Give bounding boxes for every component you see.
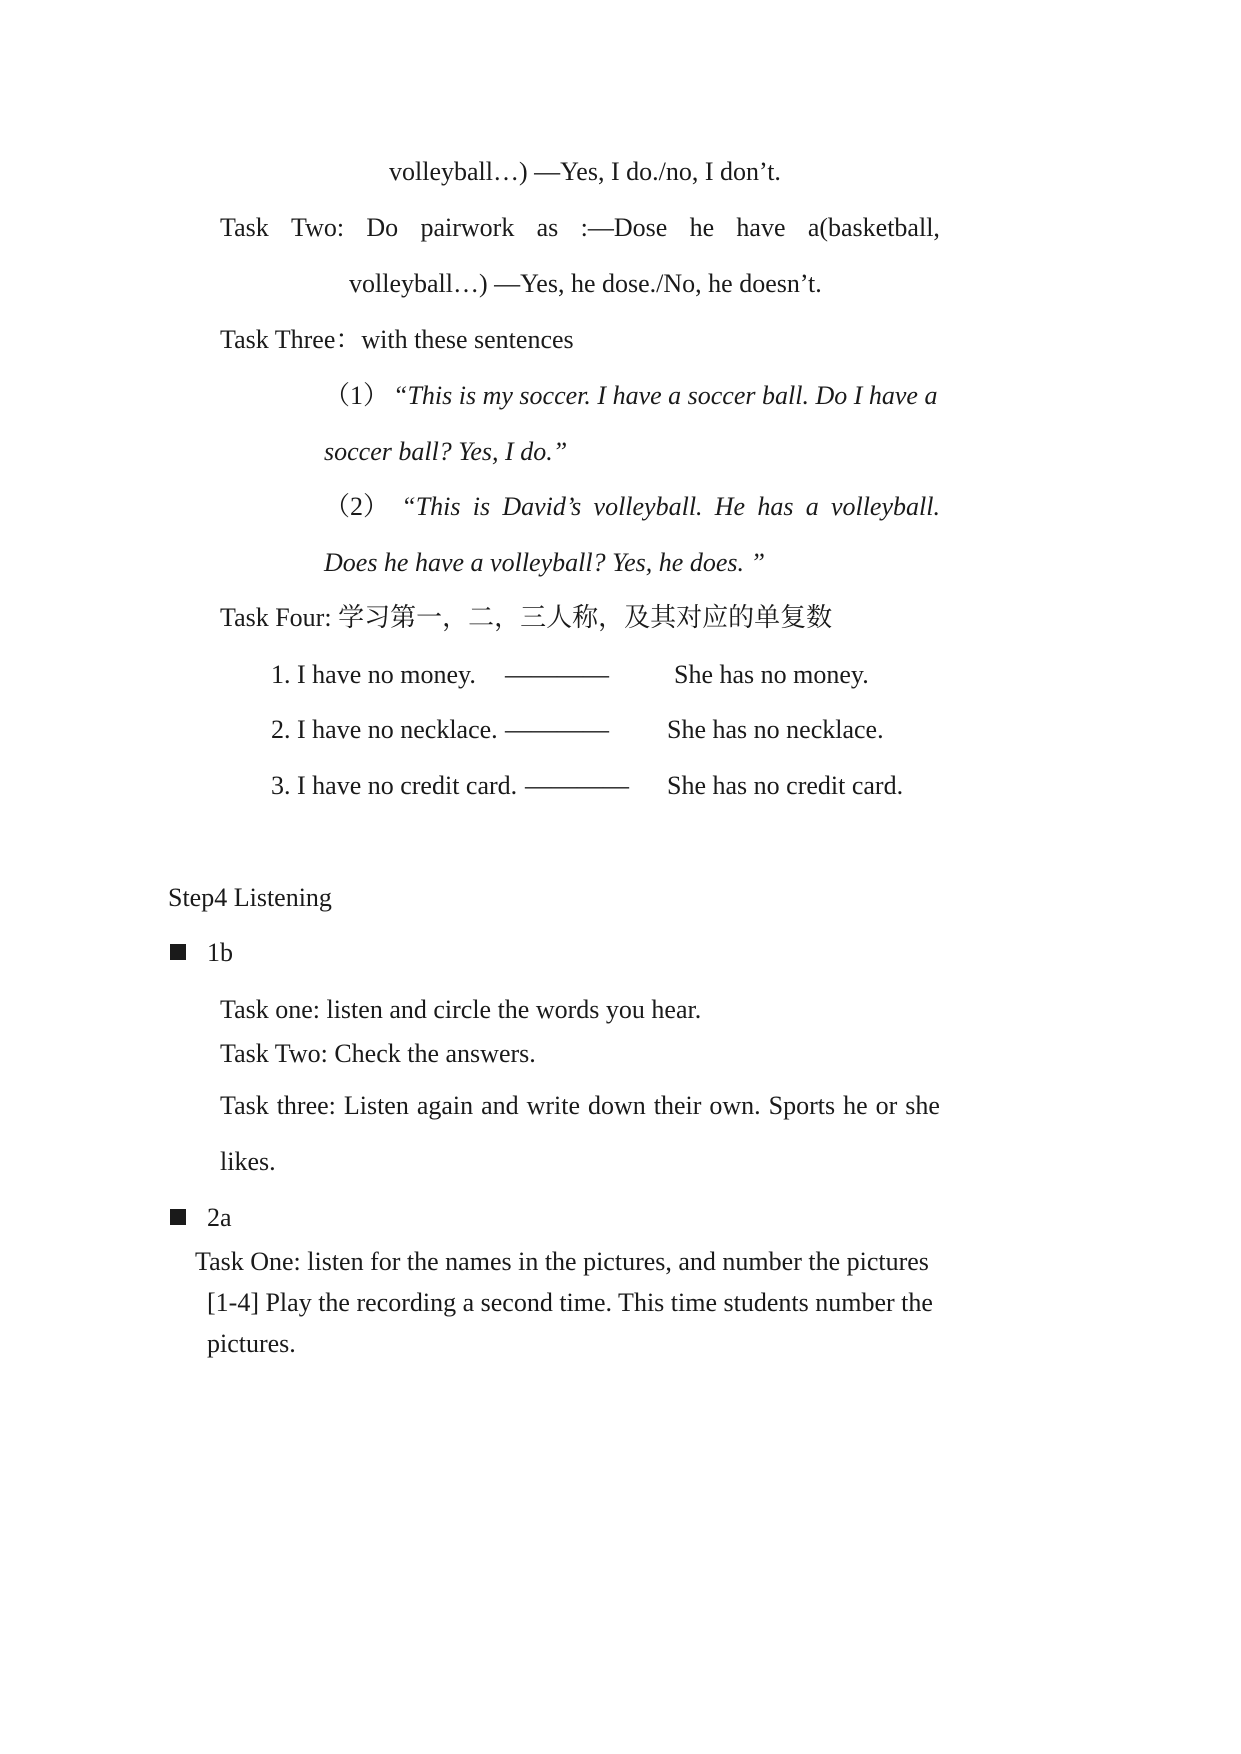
- word: a: [805, 492, 819, 521]
- sentence-2-line1: [324, 491, 940, 523]
- word: has: [757, 492, 794, 521]
- word: their: [653, 1091, 702, 1120]
- 2a-line3: pictures.: [207, 1329, 296, 1358]
- sentence-number: （2）: [324, 492, 390, 521]
- word: volleyball.: [593, 492, 703, 521]
- word: is: [472, 492, 491, 521]
- task-three-heading: Task Three：with these sentences: [220, 325, 574, 354]
- word: He: [714, 492, 746, 521]
- word: Task: [220, 213, 269, 242]
- word: Task: [220, 1091, 269, 1120]
- word: she: [905, 1091, 940, 1120]
- section-2a-label: 2a: [207, 1203, 232, 1232]
- task-one-continuation: volleyball…) —Yes, I do./no, I don’t.: [389, 157, 781, 186]
- 1b-task-three-line1: [220, 1090, 940, 1122]
- square-bullet-icon: [170, 1209, 186, 1225]
- word: :—Dose: [580, 213, 668, 242]
- word: and: [481, 1091, 519, 1120]
- word: down: [588, 1091, 646, 1120]
- 2a-line2: [1-4] Play the recording a second time. This time students number the: [207, 1288, 933, 1317]
- task-two-line1: [220, 212, 940, 244]
- word: “This: [401, 492, 461, 521]
- sentence-number: （1）: [324, 381, 390, 410]
- word: he: [689, 213, 715, 242]
- pair-3-right: She has no credit card.: [667, 771, 904, 800]
- word: Two:: [291, 213, 345, 242]
- word: Listen: [343, 1091, 409, 1120]
- 1b-task-three-line2: likes.: [220, 1147, 276, 1176]
- pair-2-dash: ————: [505, 715, 609, 744]
- task-two-continuation: volleyball…) —Yes, he dose./No, he doesn’t.: [349, 269, 822, 298]
- step4-title: Step4 Listening: [168, 883, 332, 912]
- pair-3-dash: ————: [525, 771, 629, 800]
- square-bullet-icon: [170, 944, 186, 960]
- word: again: [416, 1091, 474, 1120]
- word: three:: [276, 1091, 336, 1120]
- 1b-task-one: Task one: listen and circle the words you hear.: [220, 995, 702, 1024]
- word: he: [843, 1091, 868, 1120]
- 1b-task-two: Task Two: Check the answers.: [220, 1039, 536, 1068]
- section-1b-label: 1b: [207, 938, 233, 967]
- word: as: [536, 213, 559, 242]
- word: Do: [366, 213, 399, 242]
- word: volleyball.: [830, 492, 940, 521]
- task-four-heading: Task Four: 学习第一，二，三人称，及其对应的单复数: [220, 603, 833, 632]
- word: or: [875, 1091, 898, 1120]
- pair-2-right: She has no necklace.: [667, 715, 884, 744]
- sentence-text: “This is my soccer. I have a soccer ball. Do I have a: [393, 381, 938, 410]
- word: David’s: [502, 492, 582, 521]
- 2a-line1: Task One: listen for the names in the pictures, and number the pictures: [195, 1247, 929, 1276]
- word: a(basketball,: [807, 213, 940, 242]
- word: Sports: [768, 1091, 836, 1120]
- sentence-2-line2: Does he have a volleyball? Yes, he does. ”: [324, 548, 765, 577]
- pair-1-left: 1. I have no money.: [271, 660, 476, 689]
- pair-2-left: 2. I have no necklace.: [271, 715, 498, 744]
- pair-1-right: She has no money.: [674, 660, 869, 689]
- word: pairwork: [420, 213, 515, 242]
- pair-3-left: 3. I have no credit card.: [271, 771, 518, 800]
- word: own.: [709, 1091, 761, 1120]
- pair-1-dash: ————: [505, 660, 609, 689]
- sentence-1-line1: [324, 380, 940, 412]
- word: write: [526, 1091, 581, 1120]
- word: have: [736, 213, 786, 242]
- sentence-1-line2: soccer ball? Yes, I do.”: [324, 437, 568, 466]
